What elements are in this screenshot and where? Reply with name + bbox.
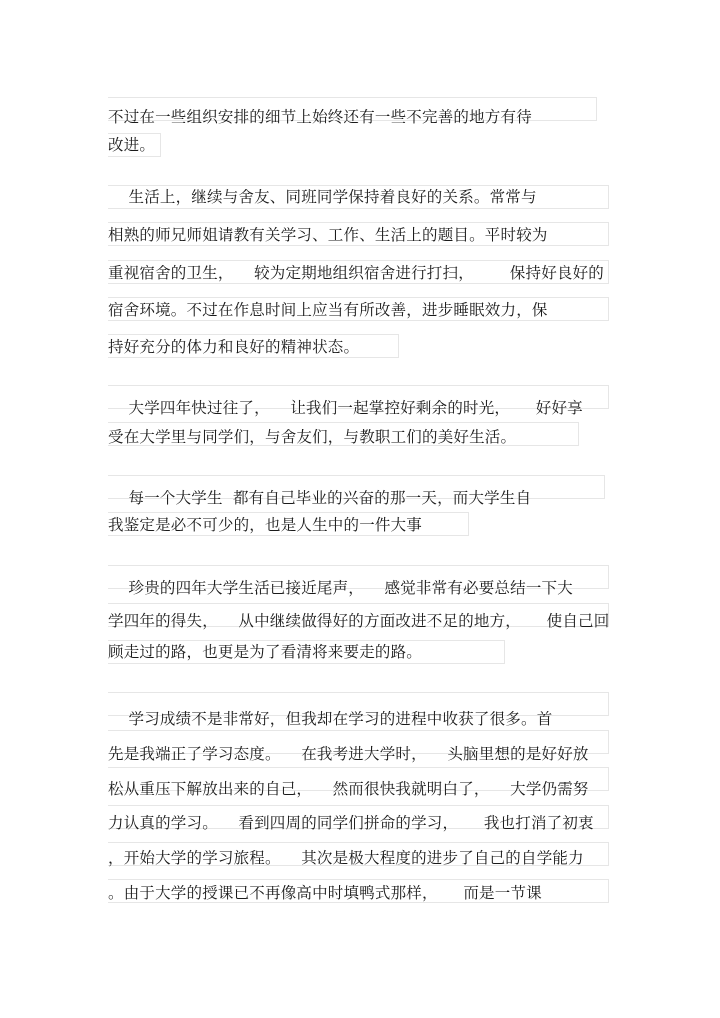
text-line: 生活上，继续与舍友、同班同学保持着良好的关系。常常与 — [108, 188, 537, 206]
text-line: ，开始大学的学习旅程。 其次是极大程度的进步了自己的自学能力 — [108, 849, 584, 867]
text-line: 重视宿舍的卫生， 较为定期地组织宿舍进行打扫， 保持好良好的 — [108, 264, 604, 282]
text-line: 珍贵的四年大学生活已接近尾声， 感觉非常有必要总结一下大 — [108, 579, 573, 597]
text-line: 相熟的师兄师姐请教有关学习、工作、生活上的题目。平时较为 — [108, 226, 548, 244]
text-line: 宿舍环境。不过在作息时间上应当有所改善，进步睡眠效力，保 — [108, 301, 548, 319]
text-line: 持好充分的体力和良好的精神状态。 — [108, 338, 360, 356]
text-line: 学习成绩不是非常好，但我却在学习的进程中收获了很多。首 — [108, 710, 553, 728]
text-line: 先是我端正了学习态度。 在我考进大学时， 头脑里想的是好好放 — [108, 745, 589, 763]
text-line: 。由于大学的授课已不再像高中时填鸭式那样， 而是一节课 — [108, 884, 542, 902]
text-line: 受在大学里与同学们，与舍友们，与教职工们的美好生活。 — [108, 428, 517, 446]
text-line: 每一个大学生 都有自己毕业的兴奋的那一天，而大学生自 — [108, 489, 532, 507]
text-line: 大学四年快过往了， 让我们一起掌控好剩余的时光， 好好享 — [108, 399, 583, 417]
text-line: 不过在一些组织安排的细节上始终还有一些不完善的地方有待 — [108, 108, 532, 126]
text-line: 顾走过的路，也更是为了看清将来要走的路。 — [108, 643, 423, 661]
text-line: 学四年的得失， 从中继续做得好的方面改进不足的地方， 使自己回 — [108, 612, 610, 630]
text-line: 松从重压下解放出来的自己， 然而很快我就明白了， 大学仍需努 — [108, 780, 589, 798]
text-line: 改进。 — [108, 136, 156, 154]
text-line: 力认真的学习。 看到四周的同学们拼命的学习， 我也打消了初衷 — [108, 814, 594, 832]
text-line: 我鉴定是必不可少的，也是人生中的一件大事 — [108, 516, 423, 534]
